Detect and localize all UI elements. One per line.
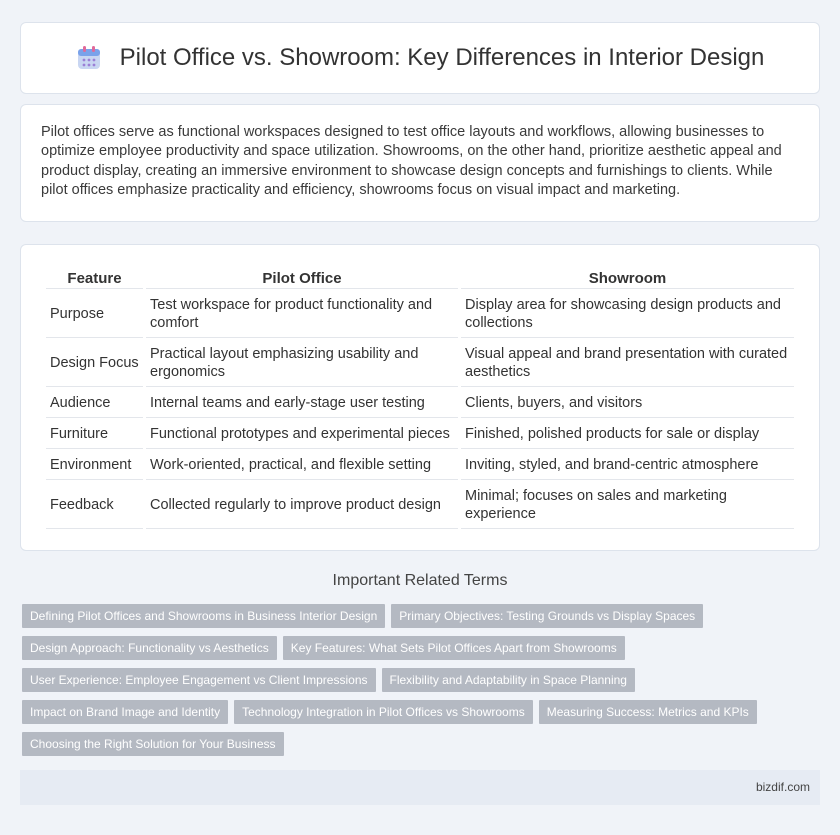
related-term-tag[interactable]: Choosing the Right Solution for Your Business — [22, 732, 284, 756]
footer — [20, 770, 820, 805]
related-terms-title: Important Related Terms — [332, 572, 508, 589]
footer-brand[interactable]: bizdif.com — [755, 780, 810, 794]
table-row — [46, 340, 794, 387]
pilot-office-cell: Internal teams and early-stage user testing — [146, 389, 458, 418]
related-term-tag[interactable]: User Experience: Employee Engagement vs Client Impressions — [22, 668, 376, 692]
feature-cell: Environment — [46, 451, 143, 480]
table-row — [46, 420, 794, 449]
showroom-cell: Visual appeal and brand presentation with curated aesthetics — [461, 340, 794, 387]
related-term-tag[interactable]: Impact on Brand Image and Identity — [22, 700, 228, 724]
related-term-tag[interactable]: Design Approach: Functionality vs Aesthetics — [22, 636, 277, 660]
showroom-cell: Display area for showcasing design products and collections — [461, 291, 794, 338]
comparison-table — [43, 265, 797, 531]
showroom-cell: Finished, polished products for sale or display — [461, 420, 794, 449]
feature-cell: Feedback — [46, 482, 143, 529]
related-term-tag[interactable]: Measuring Success: Metrics and KPIs — [539, 700, 757, 724]
intro-card — [20, 104, 820, 222]
page-title: Pilot Office vs. Showroom: Key Differences in Interior Design — [119, 44, 765, 71]
feature-cell: Purpose — [46, 291, 143, 338]
table-row — [46, 451, 794, 480]
table-header-row — [46, 267, 794, 289]
table-row — [46, 389, 794, 418]
showroom-cell: Clients, buyers, and visitors — [461, 389, 794, 418]
intro-paragraph: Pilot offices serve as functional workspaces designed to test office layouts and workflows, allowing businesses to optimize employee productivity and space utilization. Showrooms, on the other hand, prioritize aesthetic appeal and product display, creating an immersive environment to showcase design concepts and furnishings to clients. While pilot offices emphasize practicality and efficiency, showrooms focus on visual impact and marketing. — [41, 124, 782, 199]
header-feature: Feature — [46, 267, 143, 289]
feature-cell: Design Focus — [46, 340, 143, 387]
related-term-tag[interactable]: Technology Integration in Pilot Offices vs Showrooms — [234, 700, 533, 724]
pilot-office-cell: Test workspace for product functionality and comfort — [146, 291, 458, 338]
table-row — [46, 291, 794, 338]
related-term-tag[interactable]: Defining Pilot Offices and Showrooms in Business Interior Design — [22, 604, 385, 628]
comparison-table-card — [20, 244, 820, 551]
header-pilot-office: Pilot Office — [146, 267, 458, 289]
pilot-office-cell: Work-oriented, practical, and flexible setting — [146, 451, 458, 480]
feature-cell: Audience — [46, 389, 143, 418]
header-card — [20, 22, 820, 94]
showroom-cell: Inviting, styled, and brand-centric atmosphere — [461, 451, 794, 480]
related-term-tag[interactable]: Flexibility and Adaptability in Space Planning — [382, 668, 635, 692]
table-row — [46, 482, 794, 529]
related-term-tag[interactable]: Key Features: What Sets Pilot Offices Apart from Showrooms — [283, 636, 625, 660]
related-term-tag[interactable]: Primary Objectives: Testing Grounds vs Display Spaces — [391, 604, 703, 628]
calendar-icon — [76, 45, 102, 71]
pilot-office-cell: Functional prototypes and experimental pieces — [146, 420, 458, 449]
pilot-office-cell: Collected regularly to improve product design — [146, 482, 458, 529]
related-terms-list — [22, 604, 812, 756]
header-showroom: Showroom — [461, 267, 794, 289]
pilot-office-cell: Practical layout emphasizing usability and ergonomics — [146, 340, 458, 387]
feature-cell: Furniture — [46, 420, 143, 449]
showroom-cell: Minimal; focuses on sales and marketing experience — [461, 482, 794, 529]
